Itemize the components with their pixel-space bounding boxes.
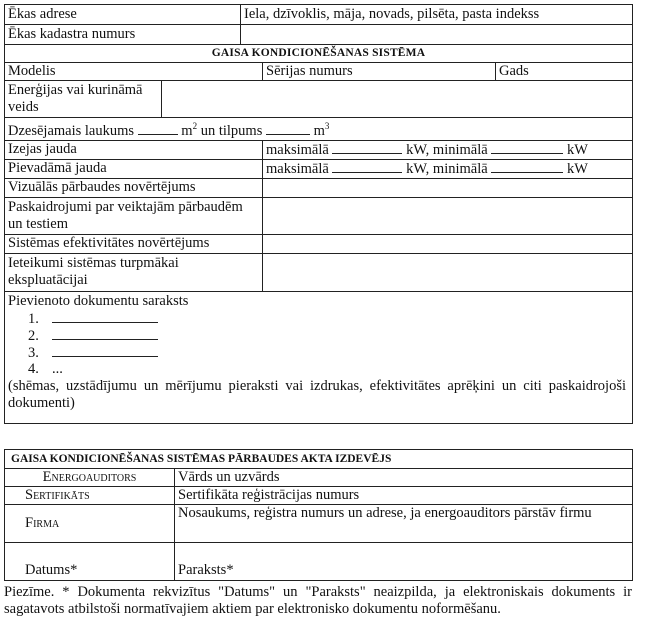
max-label: maksimālā (266, 141, 329, 158)
certificate-row (5, 487, 633, 505)
energy-row (5, 81, 633, 118)
model-field[interactable]: Modelis (5, 63, 263, 81)
max-label: maksimālā (266, 160, 329, 177)
docs-blank[interactable] (52, 344, 158, 357)
explain-label: Paskaidrojumi par veiktajām pārbaudēm un testiem (5, 197, 263, 234)
cadastre-row (5, 25, 633, 45)
efficiency-label: Sistēmas efektivitātes novērtējums (5, 234, 263, 253)
output-power-label: Izejas jauda (5, 140, 263, 159)
volume-blank[interactable] (266, 122, 310, 135)
area-unit: m (181, 122, 193, 139)
docs-label: Pievienoto dokumentu saraksts (8, 292, 189, 309)
docs-blank[interactable] (52, 310, 158, 323)
year-field[interactable]: Gads (496, 63, 633, 81)
certificate-label: Sertifikāts (5, 487, 175, 505)
kw-label: kW (566, 160, 588, 177)
energy-field[interactable] (162, 81, 633, 118)
certificate-field[interactable]: Sertifikāta reģistrācijas numurs (175, 487, 633, 505)
area-row (5, 118, 633, 141)
firm-row (5, 505, 633, 543)
output-min-blank[interactable] (491, 141, 563, 154)
input-power-row (5, 159, 633, 178)
auditor-label: Energoauditors (5, 469, 175, 487)
footnote: Piezīme. * Dokumenta rekvizītus "Datums" un "Paraksts" neaizpilda, ja elektroniskais dokuments ir sagatavots atbilstoši normatīvajiem aktiem par elektronisko dokumentu noformēšanu. (4, 584, 632, 617)
min-label: kW, minimālā (406, 141, 488, 158)
kw-label: kW (566, 141, 588, 158)
date-field[interactable]: Datums* (5, 543, 175, 581)
docs-note: (shēmas, uzstādījumu un mērījumu pieraksti vai izdrukas, efektivitātes aprēķini un citi paskaidrojoši dokumenti) (8, 377, 627, 411)
address-field[interactable]: Iela, dzīvoklis, māja, novads, pilsēta, pasta indekss (241, 5, 633, 25)
volume-unit-sup: 3 (324, 121, 330, 131)
cadastre-field[interactable] (241, 25, 633, 45)
issuer-section-title: GAISA KONDICIONĒŠANAS SISTĒMAS PĀRBAUDES AKTA IZDEVĒJS (5, 450, 633, 469)
docs-item: 1. (8, 310, 629, 327)
input-max-blank[interactable] (332, 160, 402, 173)
docs-row (5, 291, 633, 423)
docs-item: 2. (8, 327, 629, 344)
input-min-blank[interactable] (491, 160, 563, 173)
input-power-label: Pievadāmā jauda (5, 159, 263, 178)
system-table (4, 4, 633, 424)
area-field[interactable] (5, 118, 633, 141)
advice-label: Ieteikumi sistēmas turpmākai ekspluatācijai (5, 253, 263, 291)
system-section-title: GAISA KONDICIONĒŠANAS SISTĒMA (5, 45, 633, 63)
docs-item: 4. ... (28, 360, 63, 377)
volume-unit: m (313, 122, 325, 139)
auditor-row (5, 469, 633, 487)
efficiency-row (5, 234, 633, 253)
area-label: Dzesējamais laukums (8, 122, 135, 139)
area-unit-sup: 2 (192, 121, 198, 131)
date-signature-row (5, 543, 633, 581)
docs-ellipsis: ... (52, 360, 63, 377)
address-row (5, 5, 633, 25)
input-power-field[interactable] (263, 159, 633, 178)
output-max-blank[interactable] (332, 141, 402, 154)
docs-cell (5, 291, 633, 423)
min-label: kW, minimālā (406, 160, 488, 177)
firm-field[interactable]: Nosaukums, reģistra numurs un adrese, ja energoauditors pārstāv firmu (175, 505, 633, 543)
volume-label: un tilpums (200, 122, 263, 139)
energy-label: Enerģijas vai kurināmā veids (5, 81, 162, 118)
area-blank[interactable] (138, 122, 178, 135)
issuer-table (4, 449, 633, 581)
address-label: Ēkas adrese (5, 5, 241, 25)
advice-field[interactable] (263, 253, 633, 291)
docs-item: 3. (8, 344, 629, 361)
docs-blank[interactable] (52, 327, 158, 340)
output-power-row (5, 140, 633, 159)
visual-row (5, 178, 633, 197)
explain-field[interactable] (263, 197, 633, 234)
visual-label: Vizuālās pārbaudes novērtējums (5, 178, 263, 197)
serial-field[interactable]: Sērijas numurs (263, 63, 496, 81)
firm-label: Firma (5, 505, 175, 543)
output-power-field[interactable] (263, 140, 633, 159)
auditor-field[interactable]: Vārds un uzvārds (175, 469, 633, 487)
visual-field[interactable] (263, 178, 633, 197)
efficiency-field[interactable] (263, 234, 633, 253)
advice-row (5, 253, 633, 291)
cadastre-label: Ēkas kadastra numurs (5, 25, 241, 45)
model-row (5, 63, 633, 81)
signature-field[interactable]: Paraksts* (175, 543, 633, 581)
explain-row (5, 197, 633, 234)
